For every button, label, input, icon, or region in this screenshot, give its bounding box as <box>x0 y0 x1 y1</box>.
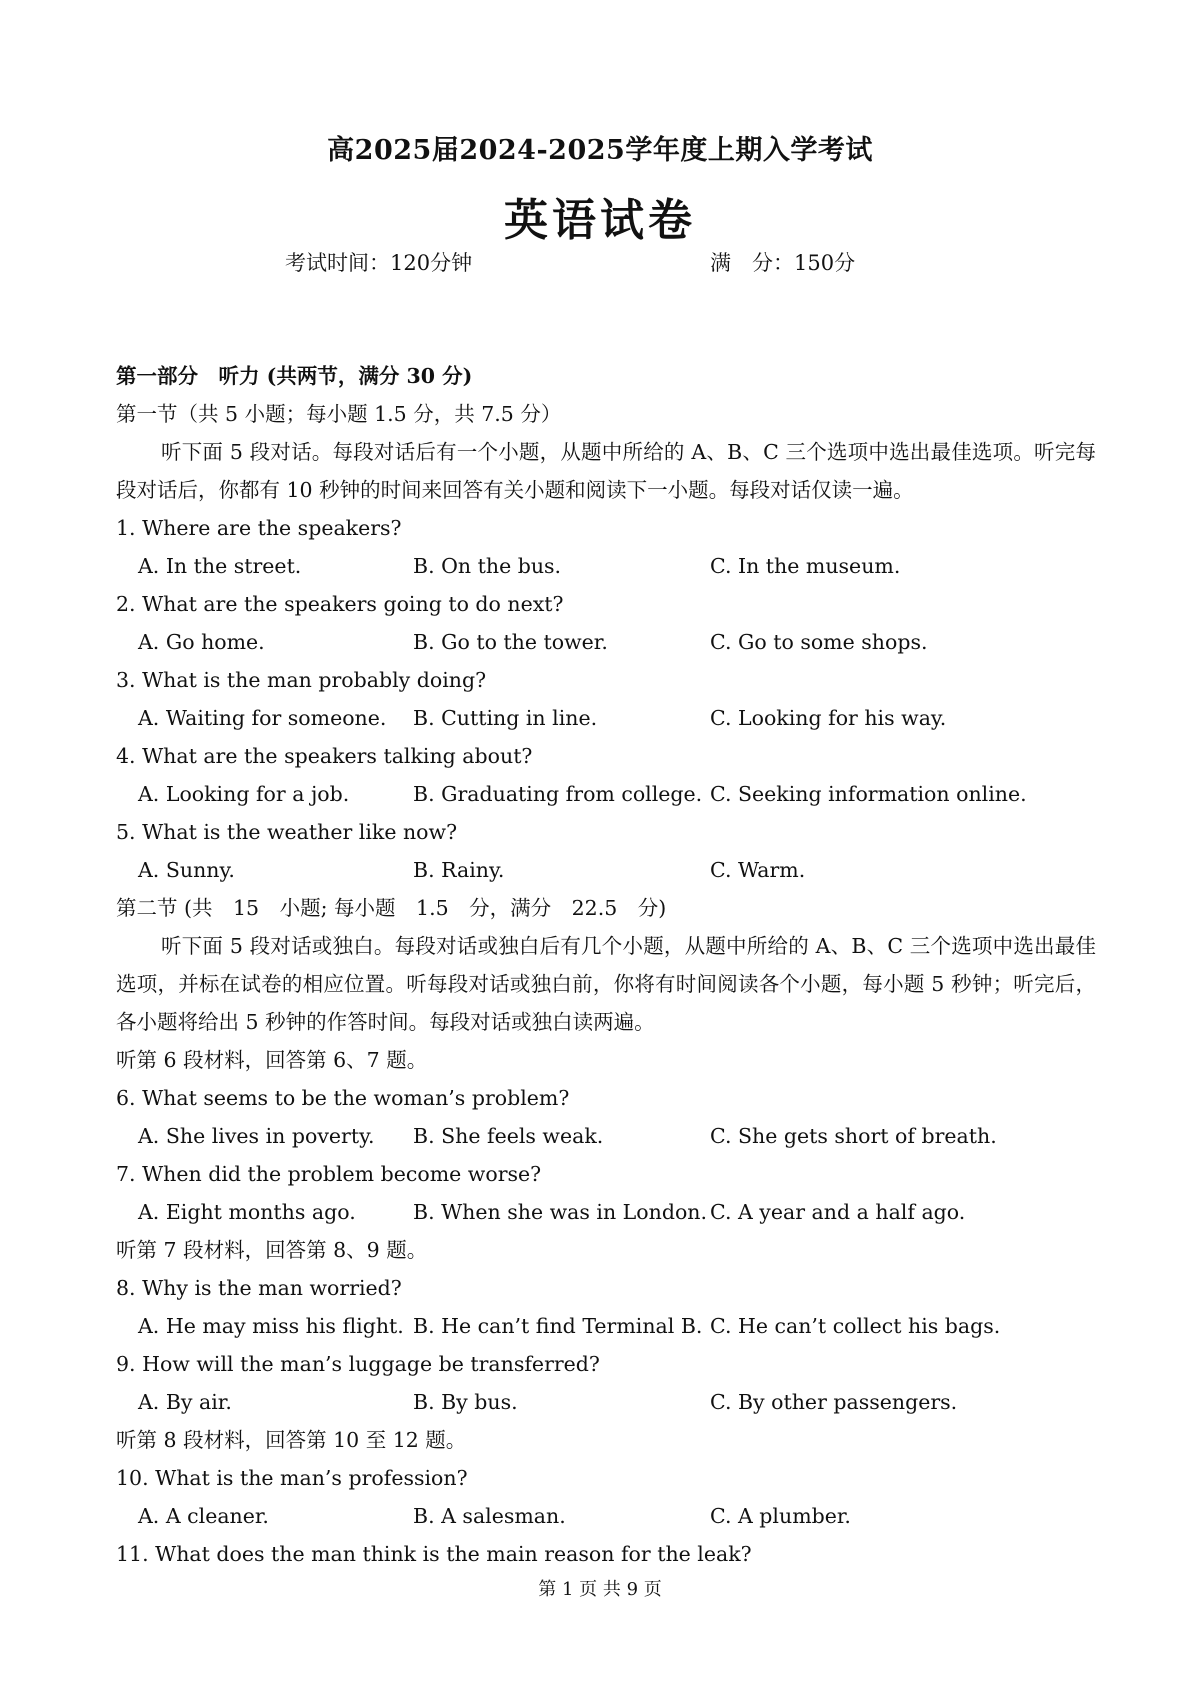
option-b: B. A salesman. <box>413 1504 566 1528</box>
option-c: C. Looking for his way. <box>710 706 947 730</box>
option-c: C. A year and a half ago. <box>710 1200 966 1224</box>
exam-title: 高2025届2024-2025学年度上期入学考试 <box>327 135 873 166</box>
question-options <box>116 775 1096 813</box>
question-stem: 3. What is the man probably doing? <box>116 668 487 692</box>
question-options <box>116 699 1096 737</box>
exam-content <box>116 357 1096 1573</box>
option-a: A. Eight months ago. <box>138 1200 356 1224</box>
section2-instructions: 听下面 5 段对话或独白。每段对话或独白后有几个小题，从题中所给的 A、B、C 三个选项中选出最佳选项，并标在试卷的相应位置。听每段对话或独白前，你将有时间阅读各个小题，每小题 5 秒钟；听完后，各小题将给出 5 秒钟的作答时间。每段对话或独白读两遍。 <box>116 934 1096 1034</box>
question-options <box>116 547 1096 585</box>
question-options <box>116 1383 1096 1421</box>
question-options <box>116 1307 1096 1345</box>
option-b: B. By bus. <box>413 1390 518 1414</box>
question-options <box>116 1497 1096 1535</box>
option-c: C. Go to some shops. <box>710 630 928 654</box>
option-a: A. Waiting for someone. <box>138 706 387 730</box>
option-c: C. In the museum. <box>710 554 901 578</box>
option-c: C. A plumber. <box>710 1504 851 1528</box>
material-note: 听第 6 段材料，回答第 6、7 题。 <box>116 1048 428 1072</box>
option-a: A. By air. <box>138 1390 232 1414</box>
option-a: A. Go home. <box>138 630 265 654</box>
material-note: 听第 8 段材料，回答第 10 至 12 题。 <box>116 1428 467 1452</box>
question-stem: 7. When did the problem become worse? <box>116 1162 542 1186</box>
option-b: B. She feels weak. <box>413 1124 604 1148</box>
page-number: 第 1 页 共 9 页 <box>538 1579 662 1600</box>
exam-time: 考试时间：120分钟 <box>285 251 473 275</box>
option-a: A. Sunny. <box>138 858 235 882</box>
section1-instructions: 听下面 5 段对话。每段对话后有一个小题，从题中所给的 A、B、C 三个选项中选出最佳选项。听完每段对话后，你都有 10 秒钟的时间来回答有关小题和阅读下一小题。每段对话仅读一遍。 <box>116 440 1096 502</box>
option-a: A. Looking for a job. <box>138 782 350 806</box>
option-b: B. Rainy. <box>413 858 505 882</box>
option-b: B. He can’t find Terminal B. <box>413 1314 703 1338</box>
subject-title: 英语试卷 <box>504 195 696 246</box>
option-b: B. On the bus. <box>413 554 562 578</box>
question-options <box>116 1193 1096 1231</box>
question-stem: 2. What are the speakers going to do next? <box>116 592 564 616</box>
part1-heading: 第一部分 听力 (共两节，满分 30 分) <box>116 364 473 388</box>
option-c: C. She gets short of breath. <box>710 1124 997 1148</box>
option-c: C. By other passengers. <box>710 1390 958 1414</box>
question-stem: 11. What does the man think is the main reason for the leak? <box>116 1542 752 1566</box>
question-stem: 8. Why is the man worried? <box>116 1276 402 1300</box>
question-stem: 5. What is the weather like now? <box>116 820 458 844</box>
option-c: C. He can’t collect his bags. <box>710 1314 1001 1338</box>
section1-heading: 第一节（共 5 小题；每小题 1.5 分，共 7.5 分） <box>116 402 562 426</box>
option-c: C. Seeking information online. <box>710 782 1027 806</box>
option-a: A. He may miss his flight. <box>138 1314 404 1338</box>
material-note: 听第 7 段材料，回答第 8、9 题。 <box>116 1238 428 1262</box>
option-a: A. She lives in poverty. <box>138 1124 375 1148</box>
question-options <box>116 623 1096 661</box>
option-a: A. A cleaner. <box>138 1504 269 1528</box>
option-b: B. When she was in London. <box>413 1200 708 1224</box>
full-score: 满 分：150分 <box>710 251 856 275</box>
option-a: A. In the street. <box>138 554 302 578</box>
option-c: C. Warm. <box>710 858 806 882</box>
option-b: B. Cutting in line. <box>413 706 598 730</box>
question-stem: 1. Where are the speakers? <box>116 516 402 540</box>
question-options <box>116 851 1096 889</box>
question-stem: 4. What are the speakers talking about? <box>116 744 533 768</box>
question-stem: 10. What is the man’s profession? <box>116 1466 468 1490</box>
question-options <box>116 1117 1096 1155</box>
option-b: B. Go to the tower. <box>413 630 608 654</box>
section2-heading: 第二节 (共 15 小题; 每小题 1.5 分，满分 22.5 分) <box>116 896 667 920</box>
question-stem: 9. How will the man’s luggage be transferred? <box>116 1352 600 1376</box>
option-b: B. Graduating from college. <box>413 782 703 806</box>
question-stem: 6. What seems to be the woman’s problem? <box>116 1086 570 1110</box>
